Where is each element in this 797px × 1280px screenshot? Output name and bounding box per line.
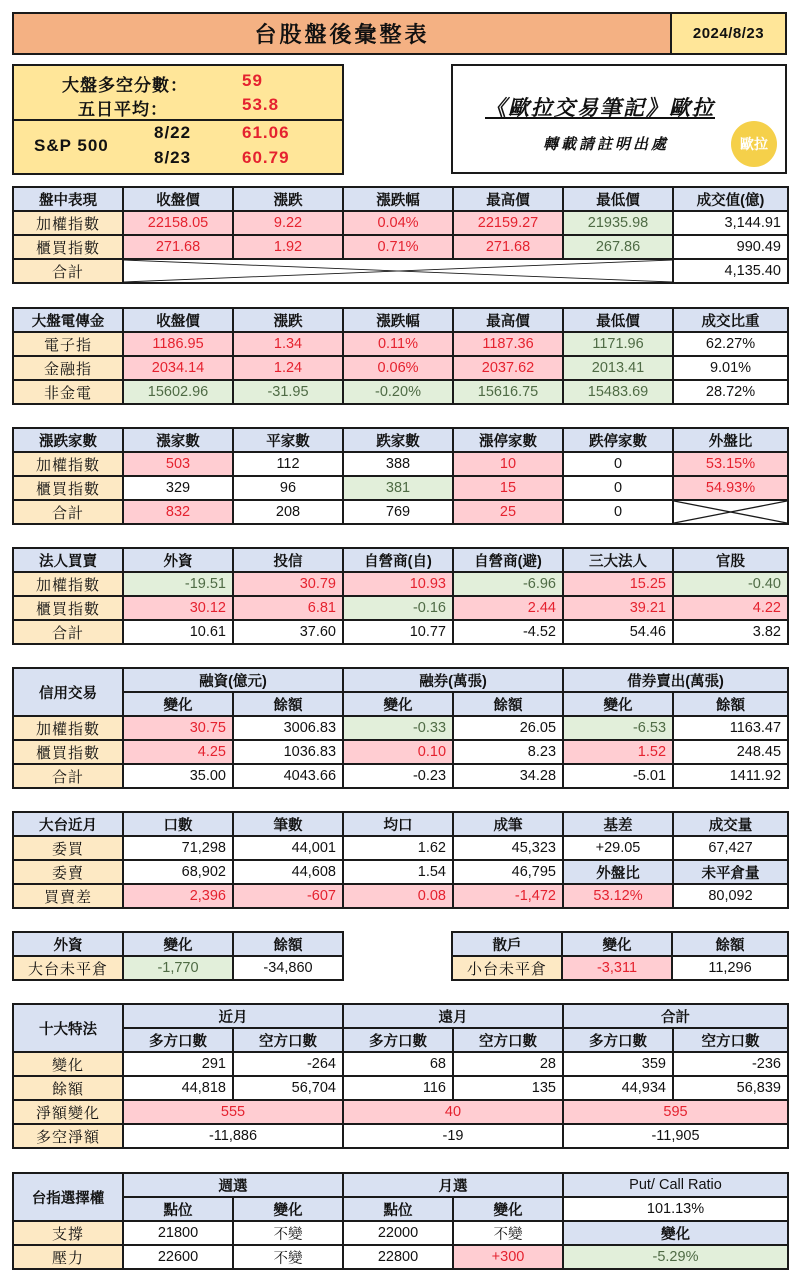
table-header-row bbox=[13, 812, 788, 836]
table-title: 十大特法 bbox=[13, 1004, 123, 1052]
header-cell: 法人買賣 bbox=[13, 548, 123, 572]
brand-subtitle: 轉載請註明出處 bbox=[543, 136, 670, 153]
cell: 30.12 bbox=[123, 596, 233, 620]
table-subheader-row bbox=[13, 692, 788, 716]
cell: 271.68 bbox=[453, 235, 563, 259]
cell: 1.54 bbox=[343, 860, 453, 884]
table-header-row bbox=[13, 1004, 788, 1028]
header-cell: 外盤比 bbox=[563, 860, 673, 884]
cell: 2013.41 bbox=[563, 356, 673, 380]
cell: 555 bbox=[123, 1100, 343, 1124]
header-cell: 跌家數 bbox=[343, 428, 453, 452]
cell: -264 bbox=[233, 1052, 343, 1076]
cell: -0.40 bbox=[673, 572, 788, 596]
table-row bbox=[13, 836, 788, 860]
cell: 22158.05 bbox=[123, 211, 233, 235]
empty-crossed-cell bbox=[673, 500, 788, 524]
margin-table bbox=[12, 667, 789, 789]
market-score-label: 大盤多空分數： bbox=[62, 76, 188, 95]
cell: 71,298 bbox=[123, 836, 233, 860]
group-header: 借券賣出(萬張) bbox=[563, 668, 788, 692]
header-cell: 多方口數 bbox=[123, 1028, 233, 1052]
row-label: 委買 bbox=[13, 836, 123, 860]
header-cell: 空方口數 bbox=[453, 1028, 563, 1052]
cell: 不變 bbox=[233, 1245, 343, 1269]
cell: 381 bbox=[343, 476, 453, 500]
institutional-table bbox=[12, 547, 789, 645]
cell: 1163.47 bbox=[673, 716, 788, 740]
cell: +300 bbox=[453, 1245, 563, 1269]
row-label: 多空淨額 bbox=[13, 1124, 123, 1148]
header-cell: 漲停家數 bbox=[453, 428, 563, 452]
table-row bbox=[13, 764, 788, 788]
cell: -607 bbox=[233, 884, 343, 908]
header-cell: 基差 bbox=[563, 812, 673, 836]
header-cell: 漲跌 bbox=[233, 187, 343, 211]
table-header-row bbox=[13, 428, 788, 452]
table-row bbox=[13, 1124, 788, 1148]
table-row bbox=[13, 235, 788, 259]
avg5-value: 53.8 bbox=[242, 95, 280, 114]
page-title: 台股盤後彙整表 bbox=[12, 12, 672, 55]
cell: 21935.98 bbox=[563, 211, 673, 235]
cell: 44,608 bbox=[233, 860, 343, 884]
cell: 30.75 bbox=[123, 716, 233, 740]
table-row bbox=[13, 1221, 788, 1245]
brand-panel bbox=[451, 64, 787, 174]
cell: 46,795 bbox=[453, 860, 563, 884]
table-row bbox=[13, 884, 788, 908]
header-cell: 餘額 bbox=[453, 692, 563, 716]
cell: 68 bbox=[343, 1052, 453, 1076]
cell: 22159.27 bbox=[453, 211, 563, 235]
cell: 10 bbox=[453, 452, 563, 476]
header-cell: 成交值(億) bbox=[673, 187, 788, 211]
header-cell: 變化 bbox=[562, 932, 672, 956]
header-cell: 最低價 bbox=[563, 308, 673, 332]
cell: 54.93% bbox=[673, 476, 788, 500]
divider bbox=[14, 119, 342, 121]
header-cell: 變化 bbox=[123, 932, 233, 956]
cell: 10.77 bbox=[343, 620, 453, 644]
table-row bbox=[13, 452, 788, 476]
table-header-row bbox=[13, 308, 788, 332]
row-label: 委賣 bbox=[13, 860, 123, 884]
table-header-row bbox=[13, 932, 343, 956]
brand-title: 《歐拉交易筆記》歐拉 bbox=[485, 97, 715, 120]
table-row bbox=[13, 500, 788, 524]
cell: 595 bbox=[563, 1100, 788, 1124]
total-value: 4,135.40 bbox=[673, 259, 788, 283]
table-row-total bbox=[13, 259, 788, 283]
row-label: 合計 bbox=[13, 500, 123, 524]
header-cell: 跌停家數 bbox=[563, 428, 673, 452]
cell: 45,323 bbox=[453, 836, 563, 860]
cell: 96 bbox=[233, 476, 343, 500]
cell: 0.08 bbox=[343, 884, 453, 908]
cell: -1,472 bbox=[453, 884, 563, 908]
row-label: 合計 bbox=[13, 620, 123, 644]
table-row bbox=[13, 1076, 788, 1100]
brand-logo-icon: 歐拉 bbox=[731, 121, 777, 167]
row-label: 櫃買指數 bbox=[13, 740, 123, 764]
cell: 37.60 bbox=[233, 620, 343, 644]
cell: 0.10 bbox=[343, 740, 453, 764]
sp500-value-2: 60.79 bbox=[242, 148, 290, 167]
table-header-row bbox=[13, 668, 788, 692]
cell: -4.52 bbox=[453, 620, 563, 644]
header-cell: 外盤比 bbox=[673, 428, 788, 452]
cell: 15616.75 bbox=[453, 380, 563, 404]
cell: 25 bbox=[453, 500, 563, 524]
header-cell: 三大法人 bbox=[563, 548, 673, 572]
cell: 1171.96 bbox=[563, 332, 673, 356]
header-cell: 未平倉量 bbox=[673, 860, 788, 884]
cell: 208 bbox=[233, 500, 343, 524]
header-cell: 變化 bbox=[563, 692, 673, 716]
header-cell: 變化 bbox=[453, 1197, 563, 1221]
cell: 271.68 bbox=[123, 235, 233, 259]
cell: 1.24 bbox=[233, 356, 343, 380]
header-cell: 變化 bbox=[343, 692, 453, 716]
header-cell: 多方口數 bbox=[563, 1028, 673, 1052]
row-label: 淨額變化 bbox=[13, 1100, 123, 1124]
row-label: 非金電 bbox=[13, 380, 123, 404]
header-cell: 變化 bbox=[123, 692, 233, 716]
row-label: 變化 bbox=[13, 1052, 123, 1076]
cell: 22800 bbox=[343, 1245, 453, 1269]
table-row bbox=[13, 380, 788, 404]
header-cell: 漲跌幅 bbox=[343, 308, 453, 332]
cell: 22000 bbox=[343, 1221, 453, 1245]
header-cell: 官股 bbox=[673, 548, 788, 572]
header-cell: 漲家數 bbox=[123, 428, 233, 452]
cell: 0.71% bbox=[343, 235, 453, 259]
header-cell: 變化 bbox=[233, 1197, 343, 1221]
cell: 248.45 bbox=[673, 740, 788, 764]
header-cell: 均口 bbox=[343, 812, 453, 836]
cell: 8.23 bbox=[453, 740, 563, 764]
cell: 112 bbox=[233, 452, 343, 476]
cell: 67,427 bbox=[673, 836, 788, 860]
cell: 329 bbox=[123, 476, 233, 500]
cell: 388 bbox=[343, 452, 453, 476]
table-row bbox=[13, 956, 343, 980]
table-title: 台指選擇權 bbox=[13, 1173, 123, 1221]
table-row bbox=[13, 356, 788, 380]
table-row bbox=[13, 860, 788, 884]
pcr-change-header: 變化 bbox=[563, 1221, 788, 1245]
row-label: 櫃買指數 bbox=[13, 476, 123, 500]
cell: 4.22 bbox=[673, 596, 788, 620]
cell: 359 bbox=[563, 1052, 673, 1076]
cell: 15.25 bbox=[563, 572, 673, 596]
table-row bbox=[13, 572, 788, 596]
market-score-value: 59 bbox=[242, 71, 263, 90]
header-cell: 自營商(自) bbox=[343, 548, 453, 572]
header-cell: 成交比重 bbox=[673, 308, 788, 332]
cell: 0 bbox=[563, 500, 673, 524]
header-cell: 外資 bbox=[123, 548, 233, 572]
cell: 0.06% bbox=[343, 356, 453, 380]
header-cell: 點位 bbox=[343, 1197, 453, 1221]
header-cell: 散戶 bbox=[452, 932, 562, 956]
cell: 291 bbox=[123, 1052, 233, 1076]
cell: 2037.62 bbox=[453, 356, 563, 380]
options-table bbox=[12, 1172, 789, 1270]
cell: 6.81 bbox=[233, 596, 343, 620]
table-header-row bbox=[13, 548, 788, 572]
header-cell: 餘額 bbox=[673, 692, 788, 716]
top10-traders-table bbox=[12, 1003, 789, 1149]
header-cell: 自營商(避) bbox=[453, 548, 563, 572]
cell: 0 bbox=[563, 452, 673, 476]
cell: 1.34 bbox=[233, 332, 343, 356]
cell: 35.00 bbox=[123, 764, 233, 788]
cell: 80,092 bbox=[673, 884, 788, 908]
cell: 9.01% bbox=[673, 356, 788, 380]
row-label: 加權指數 bbox=[13, 716, 123, 740]
cell: -6.96 bbox=[453, 572, 563, 596]
header-cell: 投信 bbox=[233, 548, 343, 572]
cell: -31.95 bbox=[233, 380, 343, 404]
row-label: 餘額 bbox=[13, 1076, 123, 1100]
cell: 0.04% bbox=[343, 211, 453, 235]
market-score-panel bbox=[12, 64, 344, 175]
cell: 15483.69 bbox=[563, 380, 673, 404]
header-cell: 收盤價 bbox=[123, 187, 233, 211]
table-subheader-row bbox=[13, 1197, 788, 1221]
row-label: 合計 bbox=[13, 764, 123, 788]
row-label: 小台未平倉 bbox=[452, 956, 562, 980]
cell: +29.05 bbox=[563, 836, 673, 860]
cell: 2034.14 bbox=[123, 356, 233, 380]
cell: 769 bbox=[343, 500, 453, 524]
row-label: 電子指 bbox=[13, 332, 123, 356]
cell: -0.20% bbox=[343, 380, 453, 404]
row-label: 加權指數 bbox=[13, 452, 123, 476]
row-label: 合計 bbox=[13, 259, 123, 283]
header-cell: 最高價 bbox=[453, 187, 563, 211]
cell: 不變 bbox=[453, 1221, 563, 1245]
sp500-value-1: 61.06 bbox=[242, 123, 290, 142]
row-label: 買賣差 bbox=[13, 884, 123, 908]
cell: -5.01 bbox=[563, 764, 673, 788]
cell: 56,839 bbox=[673, 1076, 788, 1100]
group-header: 融資(億元) bbox=[123, 668, 343, 692]
cell: 28.72% bbox=[673, 380, 788, 404]
table-row bbox=[13, 620, 788, 644]
table-header-row bbox=[452, 932, 788, 956]
cell: -19 bbox=[343, 1124, 563, 1148]
cell: 1.62 bbox=[343, 836, 453, 860]
table-row bbox=[13, 1052, 788, 1076]
sp500-date-2: 8/23 bbox=[154, 148, 192, 167]
cell: 28 bbox=[453, 1052, 563, 1076]
avg5-label: 五日平均： bbox=[78, 100, 168, 119]
cell: 22600 bbox=[123, 1245, 233, 1269]
breadth-table bbox=[12, 427, 789, 525]
header-cell: 收盤價 bbox=[123, 308, 233, 332]
cell: 44,001 bbox=[233, 836, 343, 860]
intraday-table bbox=[12, 186, 789, 284]
cell: 30.79 bbox=[233, 572, 343, 596]
cell: 135 bbox=[453, 1076, 563, 1100]
cell: 56,704 bbox=[233, 1076, 343, 1100]
cell: 1186.95 bbox=[123, 332, 233, 356]
cell: 53.15% bbox=[673, 452, 788, 476]
header-cell: 漲跌 bbox=[233, 308, 343, 332]
cell: 15602.96 bbox=[123, 380, 233, 404]
header-cell: 餘額 bbox=[233, 692, 343, 716]
foreign-oi-table bbox=[12, 931, 344, 981]
sp500-date-1: 8/22 bbox=[154, 123, 192, 142]
header-cell: 成筆 bbox=[453, 812, 563, 836]
cell: -3,311 bbox=[562, 956, 672, 980]
row-label: 支撐 bbox=[13, 1221, 123, 1245]
cell: 26.05 bbox=[453, 716, 563, 740]
header-cell: 漲跌幅 bbox=[343, 187, 453, 211]
cell: 0 bbox=[563, 476, 673, 500]
header-cell: 最低價 bbox=[563, 187, 673, 211]
cell: 3006.83 bbox=[233, 716, 343, 740]
header-cell: 點位 bbox=[123, 1197, 233, 1221]
table-row bbox=[13, 332, 788, 356]
header-cell: 口數 bbox=[123, 812, 233, 836]
cell: -0.16 bbox=[343, 596, 453, 620]
cell: 54.46 bbox=[563, 620, 673, 644]
row-label: 金融指 bbox=[13, 356, 123, 380]
header-cell: 最高價 bbox=[453, 308, 563, 332]
cell: -19.51 bbox=[123, 572, 233, 596]
cell: 0.11% bbox=[343, 332, 453, 356]
pcr-header: Put/ Call Ratio bbox=[563, 1173, 788, 1197]
cell: 不變 bbox=[233, 1221, 343, 1245]
group-header: 合計 bbox=[563, 1004, 788, 1028]
cell: 44,818 bbox=[123, 1076, 233, 1100]
cell: -1,770 bbox=[123, 956, 233, 980]
cell: -11,905 bbox=[563, 1124, 788, 1148]
cell: -11,886 bbox=[123, 1124, 343, 1148]
cell: 10.93 bbox=[343, 572, 453, 596]
table-row bbox=[13, 1245, 788, 1269]
row-label: 加權指數 bbox=[13, 211, 123, 235]
table-row bbox=[452, 956, 788, 980]
header-cell: 成交量 bbox=[673, 812, 788, 836]
cell: 62.27% bbox=[673, 332, 788, 356]
row-label: 壓力 bbox=[13, 1245, 123, 1269]
cell: 3.82 bbox=[673, 620, 788, 644]
cell: 9.22 bbox=[233, 211, 343, 235]
table-row bbox=[13, 211, 788, 235]
cell: 10.61 bbox=[123, 620, 233, 644]
cell: 1411.92 bbox=[673, 764, 788, 788]
futures-table bbox=[12, 811, 789, 909]
header-cell: 盤中表現 bbox=[13, 187, 123, 211]
table-title: 信用交易 bbox=[13, 668, 123, 716]
cell: -0.33 bbox=[343, 716, 453, 740]
cell: 4.25 bbox=[123, 740, 233, 764]
header-cell: 空方口數 bbox=[673, 1028, 788, 1052]
cell: 39.21 bbox=[563, 596, 673, 620]
header-cell: 漲跌家數 bbox=[13, 428, 123, 452]
cell: 2,396 bbox=[123, 884, 233, 908]
cell: 832 bbox=[123, 500, 233, 524]
cell: 3,144.91 bbox=[673, 211, 788, 235]
cell: 1036.83 bbox=[233, 740, 343, 764]
table-header-row bbox=[13, 187, 788, 211]
cell: 44,934 bbox=[563, 1076, 673, 1100]
header-cell: 空方口數 bbox=[233, 1028, 343, 1052]
sp500-label: S&P 500 bbox=[34, 136, 109, 155]
empty-crossed-cell bbox=[123, 259, 673, 283]
table-row bbox=[13, 740, 788, 764]
table-row bbox=[13, 596, 788, 620]
cell: 1187.36 bbox=[453, 332, 563, 356]
cell: 2.44 bbox=[453, 596, 563, 620]
header-cell: 餘額 bbox=[233, 932, 343, 956]
report-date: 2024/8/23 bbox=[670, 12, 787, 55]
cell: 40 bbox=[343, 1100, 563, 1124]
cell: 53.12% bbox=[563, 884, 673, 908]
header-cell: 平家數 bbox=[233, 428, 343, 452]
cell: 21800 bbox=[123, 1221, 233, 1245]
cell: -0.23 bbox=[343, 764, 453, 788]
table-row bbox=[13, 716, 788, 740]
table-row bbox=[13, 1100, 788, 1124]
cell: 1.52 bbox=[563, 740, 673, 764]
sectors-table bbox=[12, 307, 789, 405]
cell: -34,860 bbox=[233, 956, 343, 980]
group-header: 近月 bbox=[123, 1004, 343, 1028]
row-label: 櫃買指數 bbox=[13, 596, 123, 620]
cell: 503 bbox=[123, 452, 233, 476]
group-header: 週選 bbox=[123, 1173, 343, 1197]
row-label: 大台未平倉 bbox=[13, 956, 123, 980]
header-cell: 多方口數 bbox=[343, 1028, 453, 1052]
header-cell: 外資 bbox=[13, 932, 123, 956]
cell: 34.28 bbox=[453, 764, 563, 788]
cell: -236 bbox=[673, 1052, 788, 1076]
row-label: 櫃買指數 bbox=[13, 235, 123, 259]
retail-oi-table bbox=[451, 931, 789, 981]
cell: 15 bbox=[453, 476, 563, 500]
group-header: 融券(萬張) bbox=[343, 668, 563, 692]
cell: 11,296 bbox=[672, 956, 788, 980]
pcr-value: 101.13% bbox=[563, 1197, 788, 1221]
cell: 116 bbox=[343, 1076, 453, 1100]
cell: 68,902 bbox=[123, 860, 233, 884]
header-cell: 大盤電傳金 bbox=[13, 308, 123, 332]
group-header: 月選 bbox=[343, 1173, 563, 1197]
header-cell: 餘額 bbox=[672, 932, 788, 956]
table-header-row bbox=[13, 1173, 788, 1197]
table-subheader-row bbox=[13, 1028, 788, 1052]
pcr-change-value: -5.29% bbox=[563, 1245, 788, 1269]
header-cell: 筆數 bbox=[233, 812, 343, 836]
cell: -6.53 bbox=[563, 716, 673, 740]
cell: 990.49 bbox=[673, 235, 788, 259]
cell: 1.92 bbox=[233, 235, 343, 259]
group-header: 遠月 bbox=[343, 1004, 563, 1028]
cell: 267.86 bbox=[563, 235, 673, 259]
header-cell: 大台近月 bbox=[13, 812, 123, 836]
table-row bbox=[13, 476, 788, 500]
cell: 4043.66 bbox=[233, 764, 343, 788]
row-label: 加權指數 bbox=[13, 572, 123, 596]
